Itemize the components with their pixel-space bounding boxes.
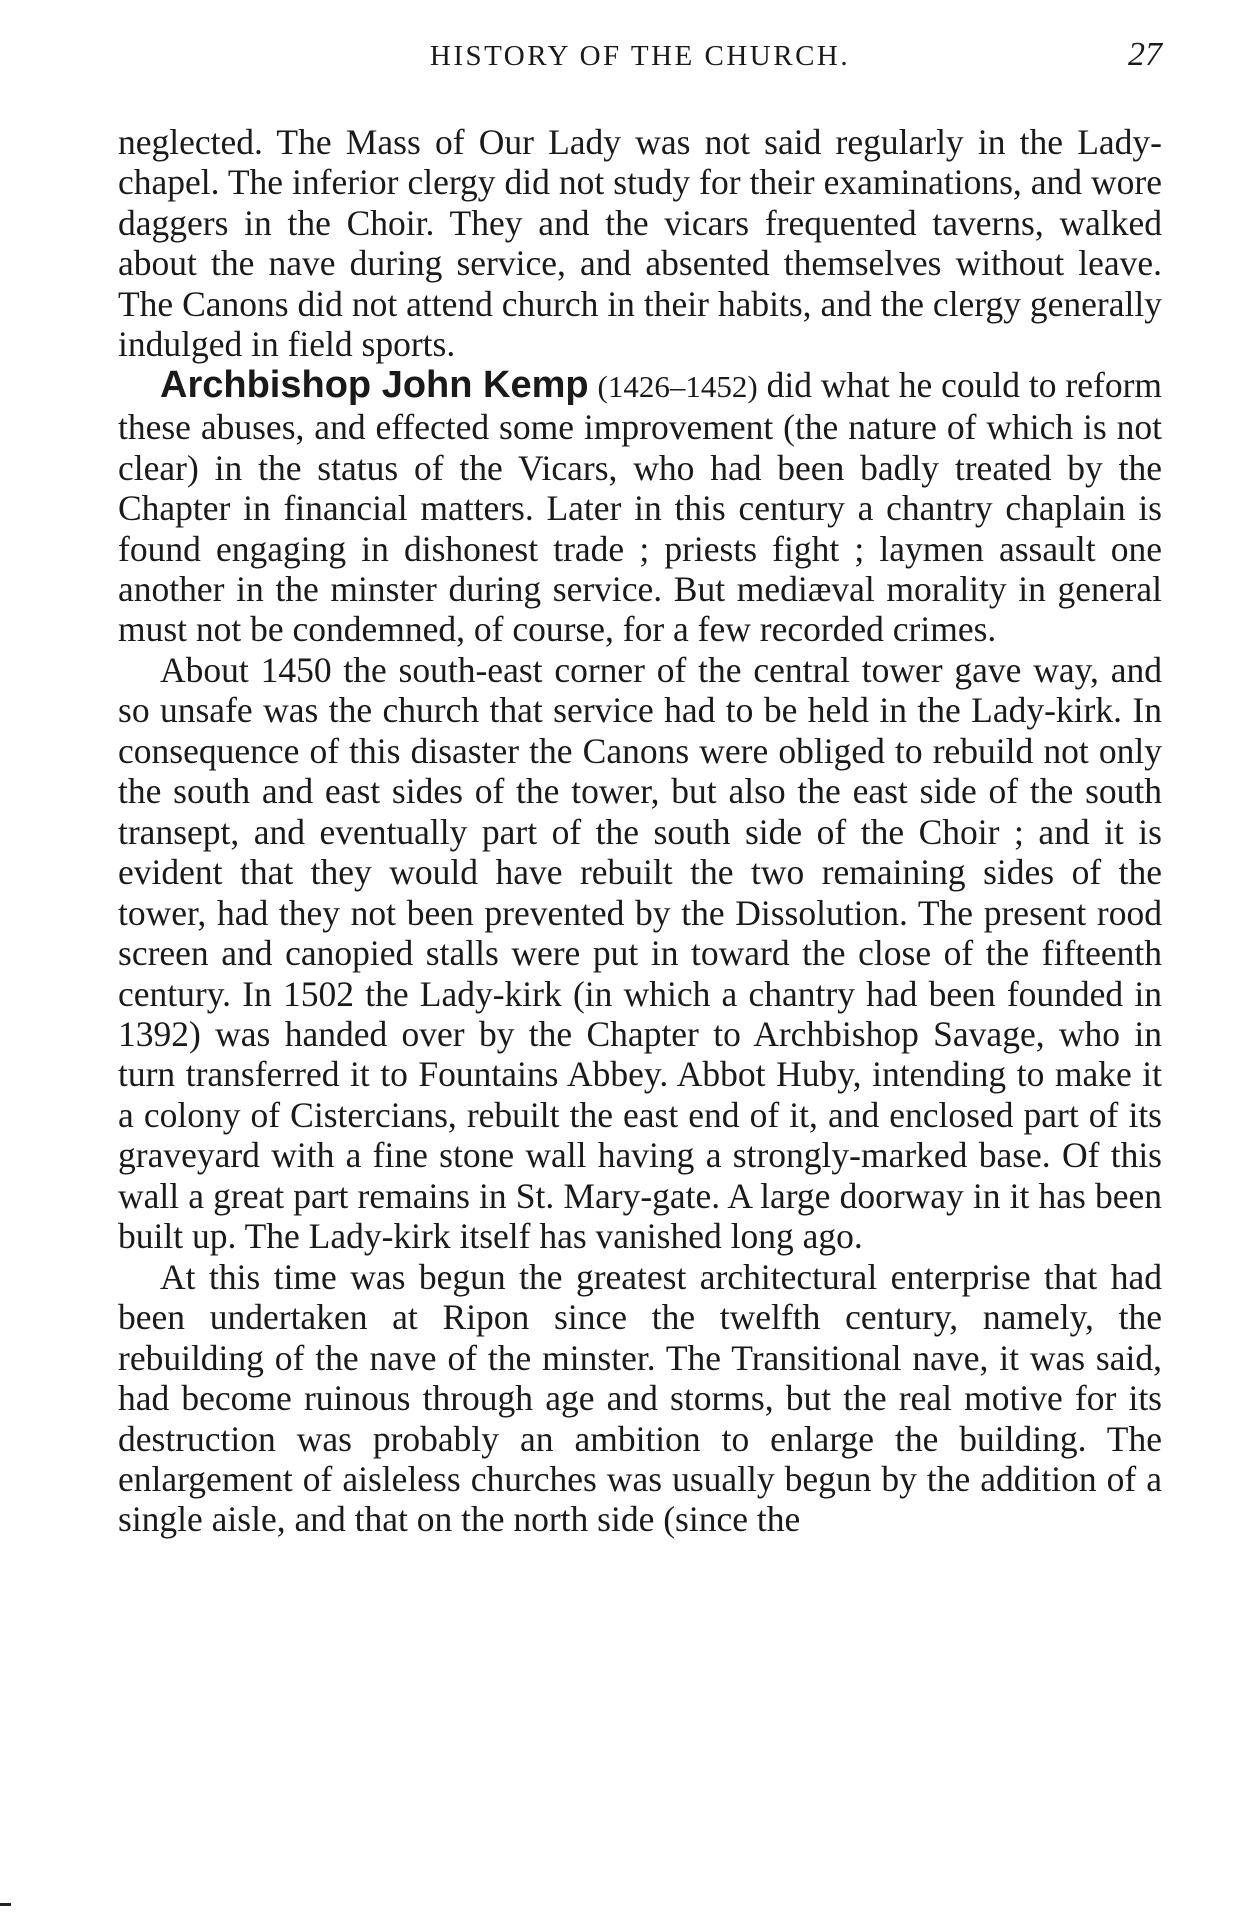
dates: (1426–1452) bbox=[597, 368, 758, 404]
run-in-heading: Archbishop John Kemp bbox=[160, 363, 589, 406]
paragraph-2-text: did what he could to reform these abuses, and effected some improvement (the nature of which is not clear) in the status of the Vicars, who had been badly treated by the Chapter in financial matters. Later in this century a chantry chaplain is found engaging in dishonest trade ; priests fight ; laymen assault one another in the minster during service. But mediæval morality in general must not be condemned, of course, for a few recorded crimes. bbox=[118, 364, 1163, 650]
running-head: HISTORY OF THE CHURCH. bbox=[429, 40, 851, 72]
paragraph-3: About 1450 the south-east corner of the central tower gave way, and so unsafe was the church that service had to be held in the Lady-kirk. In consequence of this disaster the Canons were obliged to rebuild not only the south and east sides of the tower, but also the east side of the south transept, and eventually part of the south side of the Choir ; and it is evident that they would have rebuilt the two remaining sides of the tower, had they not been prevented by the Dissolution. The present rood screen and canopied stalls were put in toward the close of the fifteenth century. In 1502 the Lady-kirk (in which a chantry had been founded in 1392) was handed over by the Chapter to Archbishop Savage, who in turn transferred it to Fountains Abbey. Abbot Huby, intending to make it a colony of Cistercians, rebuilt the east end of it, and enclosed part of its graveyard with a fine stone wall having a strongly-marked base. Of this wall a great part remains in St. Mary-gate. A large doorway in it has been built up. The Lady-kirk itself has vanished long ago. bbox=[118, 649, 1162, 1257]
page-header bbox=[118, 0, 1162, 90]
paragraph-4: At this time was begun the greatest architectural enterprise that had been undertaken at Ripon since the twelfth century, namely, the rebuilding of the nave of the minster. The Transitional nave, it was said, had become ruinous through age and storms, but the real motive for its destruction was probably an ambition to enlarge the building. The enlargement of aisleless churches was usually begun by the addition of a single aisle, and that on the north side (since the bbox=[118, 1256, 1162, 1540]
paragraph-1: neglected. The Mass of Our Lady was not said regularly in the Lady-chapel. The inferior clergy did not study for their examinations, and wore daggers in the Choir. They and the vicars frequented taverns, walked about the nave during service, and absented themselves without leave. The Canons did not attend church in their habits, and the clergy generally indulged in field sports. bbox=[118, 122, 1162, 365]
page-number: 27 bbox=[1128, 36, 1162, 73]
body-text bbox=[118, 122, 1162, 1540]
paragraph-2 bbox=[118, 365, 1162, 650]
margin-mark bbox=[0, 1903, 11, 1906]
book-page bbox=[118, 0, 1163, 1540]
